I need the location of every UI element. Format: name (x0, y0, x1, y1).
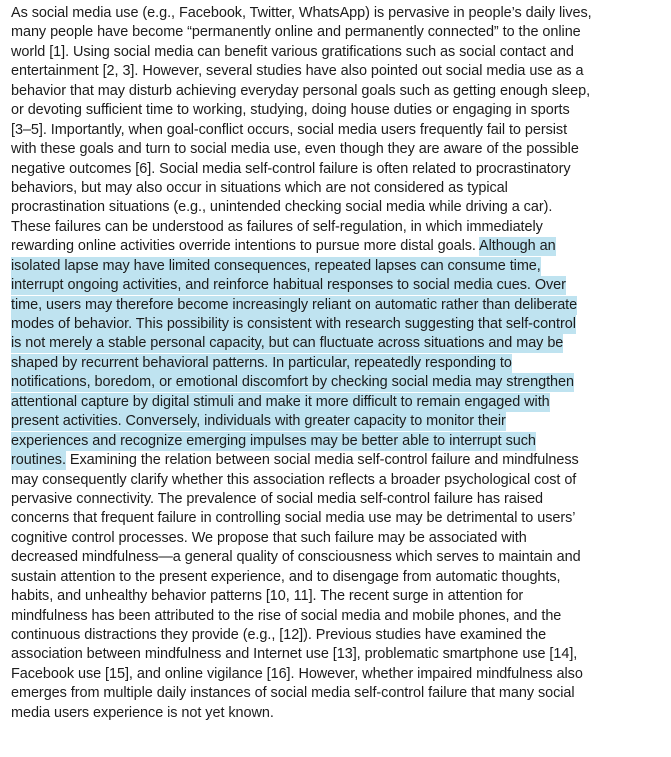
highlighted-text: attentional capture by digital stimuli and make it more difficult to remain engaged with (11, 393, 550, 410)
text-line (11, 121, 636, 140)
text-line (11, 451, 636, 470)
text-line (11, 23, 636, 42)
text-line (11, 665, 636, 684)
text-line (11, 160, 636, 179)
highlighted-text: routines. (11, 452, 66, 469)
text-line (11, 568, 636, 587)
line-text: Facebook use [15], and online vigilance [16]. However, whether impaired mindfulness also (11, 665, 583, 682)
body-paragraph (11, 4, 636, 723)
line-text: negative outcomes [6]. Social media self-control failure is often related to procrastinatory (11, 160, 571, 177)
text-line (11, 645, 636, 664)
text-line (11, 315, 636, 334)
line-text: rewarding online activities override intentions to pursue more distal goals. (11, 238, 480, 255)
line-text: Examining the relation between social media self-control failure and mindfulness (65, 452, 579, 469)
highlighted-text: notifications, boredom, or emotional discomfort by checking social media may strengthen (11, 374, 574, 391)
text-line (11, 101, 636, 120)
line-text: procrastination situations (e.g., unintended checking social media while driving a car). (11, 199, 553, 216)
line-text: behavior that may disturb achieving everyday personal goals such as getting enough sleep, (11, 82, 591, 99)
line-text: behaviors, but may also occur in situations which are not considered as typical (11, 179, 508, 196)
text-line (11, 140, 636, 159)
line-text: [3–5]. Importantly, when goal-conflict occurs, social media users frequently fail to persist (11, 121, 568, 138)
text-line (11, 684, 636, 703)
highlighted-text: time, users may therefore become increasingly reliant on automatic rather than deliberate (11, 296, 578, 313)
line-text: world [1]. Using social media can benefit various gratifications such as social contact and (11, 43, 574, 60)
text-line (11, 373, 636, 392)
text-line (11, 412, 636, 431)
highlighted-text: isolated lapse may have limited consequences, repeated lapses can consume time, (11, 257, 541, 274)
highlighted-text: experiences and recognize emerging impulses may be better able to interrupt such (11, 432, 536, 449)
text-line (11, 257, 636, 276)
text-line (11, 276, 636, 295)
text-line (11, 334, 636, 353)
text-line (11, 237, 636, 256)
text-line (11, 626, 636, 645)
line-text: These failures can be understood as failures of self-regulation, in which immediately (11, 218, 543, 235)
line-text: habits, and unhealthy behavior patterns [10, 11]. The recent surge in attention for (11, 588, 524, 605)
line-text: pervasive connectivity. The prevalence of social media self-control failure has raised (11, 490, 544, 507)
highlighted-text: Although an (479, 238, 556, 255)
highlighted-text: is not merely a stable personal capacity, but can fluctuate across situations and may be (11, 335, 564, 352)
line-text: mindfulness has been attributed to the rise of social media and mobile phones, and the (11, 607, 562, 624)
line-text: many people have become “permanently online and permanently connected” to the online (11, 24, 581, 41)
text-line (11, 218, 636, 237)
line-text: with these goals and turn to social media use, even though they are aware of the possible (11, 141, 579, 158)
line-text: or devoting sufficient time to working, studying, doing house duties or engaging in sports (11, 102, 570, 119)
text-line (11, 179, 636, 198)
line-text: concerns that frequent failure in controlling social media use may be detrimental to users’ (11, 510, 576, 527)
line-text: may consequently clarify whether this association reflects a broader psychological cost of (11, 471, 577, 488)
line-text: cognitive control processes. We propose that such failure may be associated with (11, 529, 527, 546)
text-line (11, 607, 636, 626)
text-line (11, 82, 636, 101)
line-text: media users experience is not yet known. (11, 704, 274, 721)
text-line (11, 43, 636, 62)
line-text: continuous distractions they provide (e.g., [12]). Previous studies have examined the (11, 627, 547, 643)
text-line (11, 62, 636, 81)
highlighted-text: interrupt ongoing activities, and reinforce habitual responses to social media cues. Over (11, 277, 566, 294)
text-line (11, 509, 636, 528)
text-line (11, 704, 636, 723)
line-text: entertainment [2, 3]. However, several studies have also pointed out social media use as a (11, 63, 584, 80)
text-line (11, 354, 636, 373)
line-text: decreased mindfulness—a general quality of consciousness which serves to maintain and (11, 549, 581, 566)
text-line (11, 393, 636, 412)
text-line (11, 471, 636, 490)
highlighted-text: modes of behavior. This possibility is consistent with research suggesting that self-control (11, 316, 576, 332)
line-text: sustain attention to the present experience, and to disengage from automatic thoughts, (11, 568, 561, 585)
text-line (11, 587, 636, 606)
text-line (11, 432, 636, 451)
text-line (11, 529, 636, 548)
text-line (11, 4, 636, 23)
highlighted-text: present activities. Conversely, individuals with greater capacity to monitor their (11, 413, 506, 430)
text-line (11, 296, 636, 315)
text-line (11, 198, 636, 217)
line-text: association between mindfulness and Internet use [13], problematic smartphone use [14], (11, 646, 578, 663)
line-text: emerges from multiple daily instances of social media self-control failure that many social (11, 685, 575, 702)
highlighted-text: shaped by recurrent behavioral patterns. In particular, repeatedly responding to (11, 354, 512, 371)
text-line (11, 490, 636, 509)
text-line (11, 548, 636, 567)
line-text: As social media use (e.g., Facebook, Twitter, WhatsApp) is pervasive in people’s daily lives, (11, 5, 592, 21)
